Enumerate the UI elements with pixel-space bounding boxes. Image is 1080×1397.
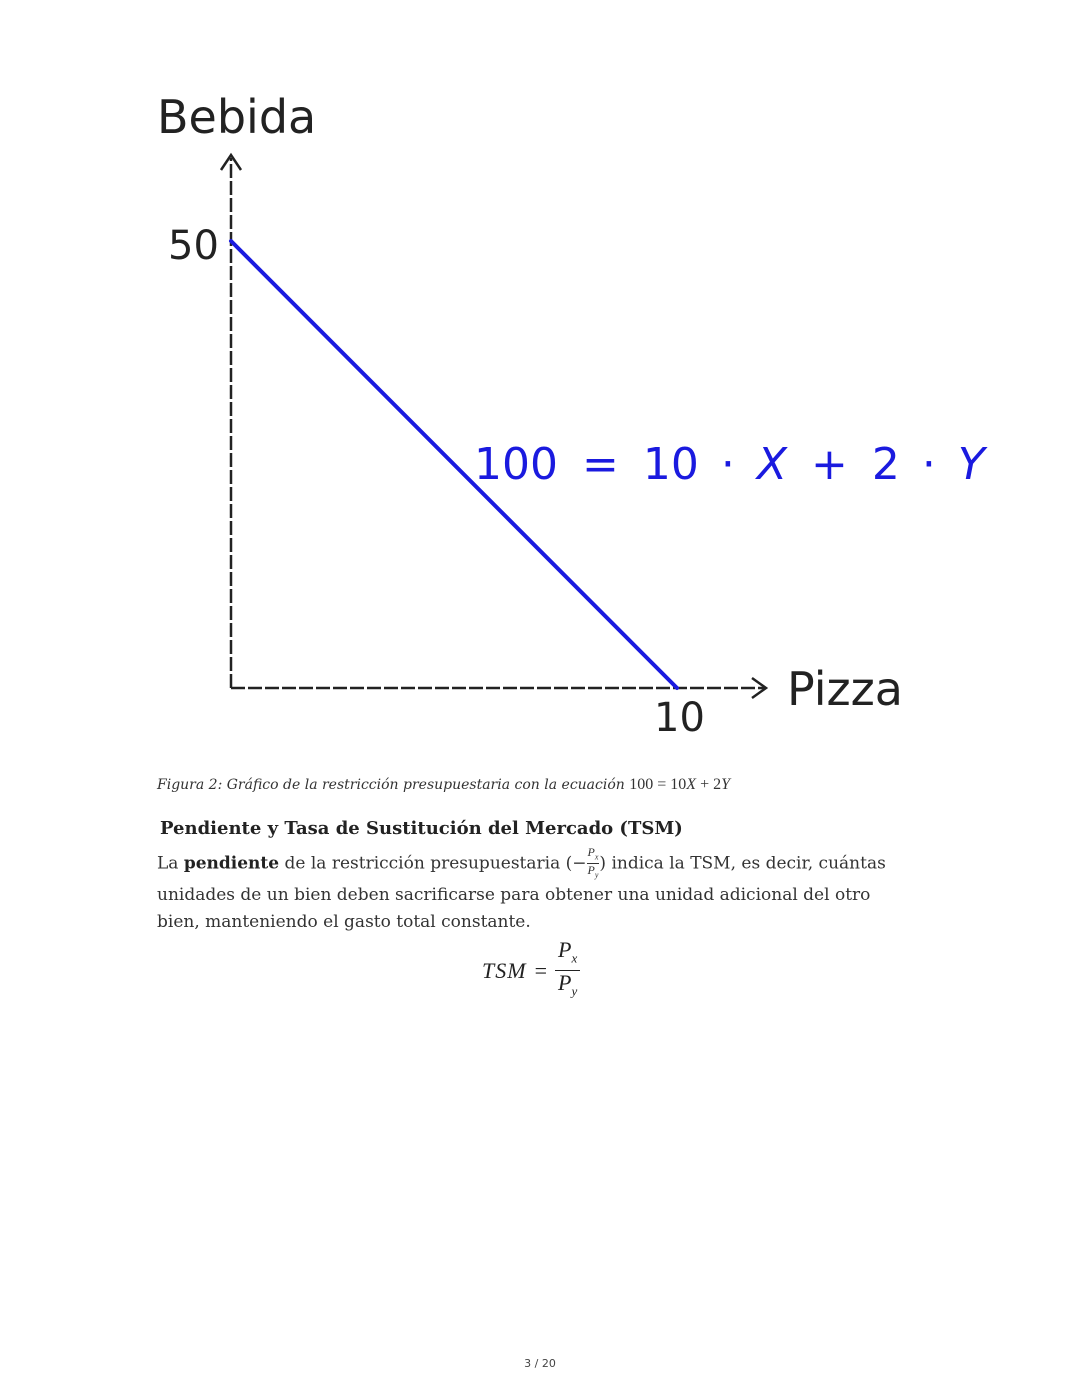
eq-plus: + [811, 439, 848, 490]
minus-sign: − [572, 853, 587, 874]
eq-c2: 2 [871, 439, 900, 490]
section-heading: Pendiente y Tasa de Sustitución del Mercado (TSM) [160, 818, 683, 839]
caption-equation: 100 = 10X + 2Y [629, 776, 730, 793]
page-number: 3 / 20 [524, 1357, 556, 1370]
inline-fraction: $\frac{P_x}{P_y}$ [587, 845, 599, 880]
tsm-equation: TSM = $\frac{P_x}{P_y}$ [482, 938, 580, 1004]
section-paragraph: La pendiente de la restricción presupuestaria (− $\frac{P_x}{P_y}$ ) indica la TSM, es decir, cuántas unidades de un bien deben sacrificarse para obtener una unidad adicional del otro bien, manteniendo el gasto total constante. [157, 845, 886, 932]
figure-caption [157, 776, 730, 794]
bold-term: pendiente [183, 853, 280, 874]
eq-dot2: · [921, 439, 936, 490]
eq-c1: 10 [642, 439, 699, 490]
eq-lhs: 100 [474, 439, 558, 490]
y-axis-title: Bebida [157, 90, 317, 144]
eq-dot1: · [720, 439, 735, 490]
eq-v2: Y [957, 439, 985, 490]
x-axis-title: Pizza [787, 662, 903, 716]
tsm-fraction: $\frac{P_x}{P_y}$ [555, 938, 580, 1004]
eq-equals: = [581, 439, 619, 490]
caption-text: Figura 2: Gráfico de la restricción presupuestaria con la ecuación [157, 777, 625, 793]
x-intercept-label: 10 [654, 695, 705, 741]
equation-annotation [474, 439, 988, 490]
eq-v1: X [756, 439, 788, 490]
y-intercept-label: 50 [168, 223, 219, 269]
